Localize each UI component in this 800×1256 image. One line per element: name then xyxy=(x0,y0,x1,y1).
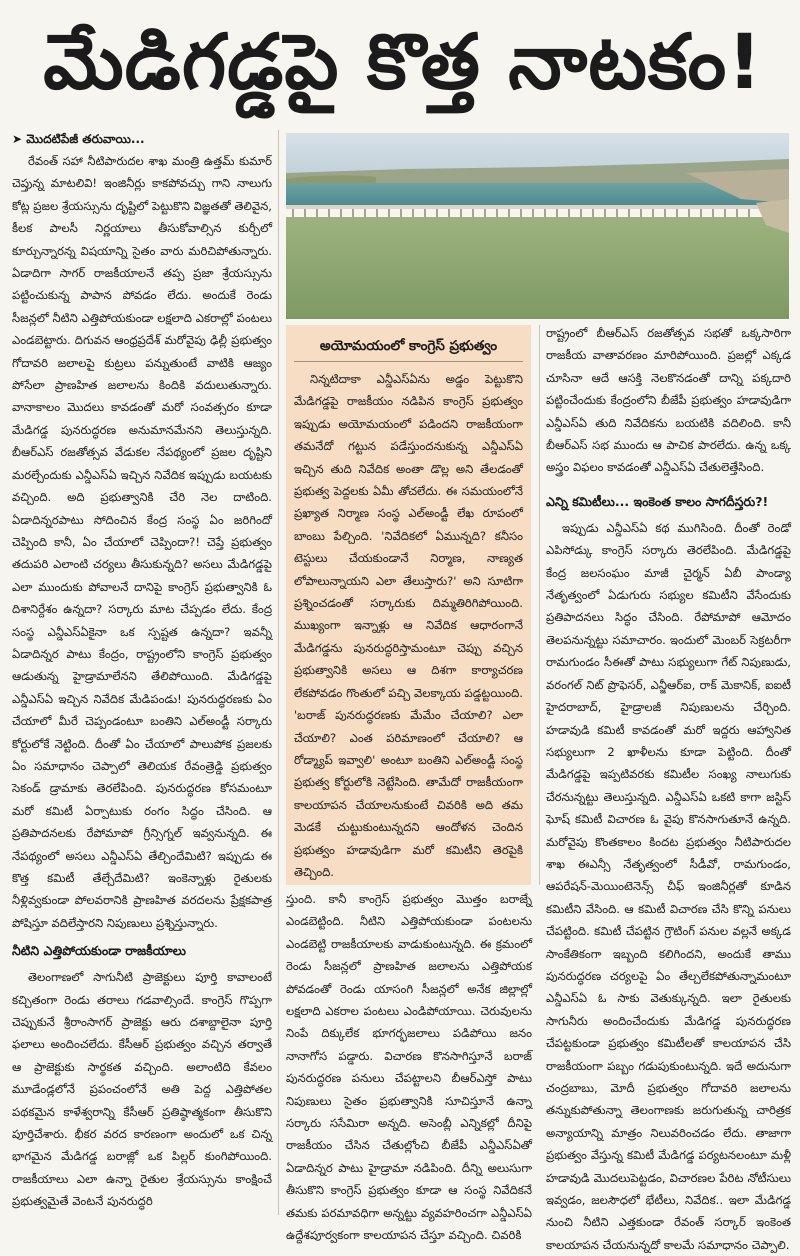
subheading: ఎన్ని కమిటీలు... ఇంకెంత కాలం సాగదీస్తరు?! xyxy=(546,493,769,509)
upstream-water xyxy=(286,183,789,205)
barrage-piers xyxy=(292,209,750,217)
column-divider xyxy=(539,325,540,885)
article-paragraph: ఇప్పుడు ఎన్డీఎస్ఏ కథ ముగిసింది. దీంతో రెండో ఎపిసోడ్కు కాంగ్రెస్ సర్కారు తెరలేపింది. మేడిగడ్డపై కేంద్ర జలసంఘం మాజీ చైర్మన్ ఏబీ పాండ్యా నేతృత్వంలో ఏడుగురు సభ్యుల కమిటీని వేసేందుకు ప్రతిపాదనలు సిద్ధం చేసింది. రేపోమాపో ఆమోదం తెలపనున్నట్టు సమాచారం. ఇందులో మెంబర్ సెక్రటరీగా రామగుండం సీఈతో పాటు సభ్యులుగా గేట్ నిపుణుడు, వరంగల్ నిట్ ప్రొఫెసర్, ఎన్జీఆర్ఐ, రాక్ మెకానిక్, ఐఐటీ హైదరాబాద్, హైడ్రాలజీ నిపుణులను చేర్చింది. హడావుడి కమిటీ కావడంతో మరో ఇద్దరు ఆహ్వానిత సభ్యులుగా 2 ఖాళీలను కూడా పెట్టింది. దీంతో మేడిగడ్డపై ఇప్పటివరకు కమిటీల సంఖ్య నాలుగుకు చేరనున్నట్టు తెలుస్తున్నది. ఎన్డీఎస్ఏ ఒకటి కాగా జస్టిస్ ఘోష్ కమిటీ విచారణ ఓ వైపు కొనసాగుతూనే ఉన్నది. మరోవైపు కొంతకాలం కిందట ప్రభుత్వం నీటిపారుదల శాఖ ఈఎన్సీ నేతృత్వంలో సీడీవో, రామగుండం, ఆపరేషన్-మెయింటెనెన్స్ చీఫ్ ఇంజినీర్లతో కూడిన కమిటీని వేసింది. ఆ కమిటీ విచారణ చేసి కొన్ని పనులు చేపట్టింది. కమిటీ చేపట్టిన గ్రౌటింగ్ పనుల వల్లనే అక్కడ సాంకేతికంగా ఇబ్బంది కలిగిందని, అందుకే తాము పునరుద్ధరణ చర్యలపై ఏం తేల్చలేకపోతున్నామంటూ ఎన్డీఎస్ఏ ఓ సాకు వెతుక్కున్నది. ఇలా రైతులకు సాగునీరు అందించేందుకు మేడిగడ్డ పునరుద్ధరణ చేపట్టకుండా ప్రభుత్వం కమిటీలతో కాలయాపన చేసి రాజకీయంగా పబ్బం గడుపుకుంటున్నది. ఇదే అదునుగా చంద్రబాబు, మోదీ ప్రభుత్వం గోదావరి జలాలను తన్నుకుపోతున్నా తెలంగాణకు జరుగుతున్న చారిత్రక అన్యాయాన్ని మాత్రం నిలువరించడం లేదు. తాజాగా ప్రభుత్వం వేస్తున్న కమిటీ మేడిగడ్డ పర్యటనలంటూ మళ్లీ హడావుడి మొదలుపెట్టడం, విచారణల పేరిట నోటీసులు ఇవ్వడం, జలసౌధలో భేటీలు, నివేదిక.. ఇలా మేడిగడ్డ నుంచి నీటిని ఎత్తకుండా రేవంత్ సర్కార్ ఇంకెంత కాలయాపన చేయనున్నదో కాలమే సమాధానం చెప్పాలి. xyxy=(546,520,791,1252)
barrage-photo xyxy=(286,133,789,319)
article-paragraph: రేవంత్ సహా నీటిపారుదల శాఖ మంత్రి ఉత్తమ్ కుమార్ చెప్తున్న మాటలివి! ఇంజినీర్లు కాకపోవచ్చు గాని నాలుగు కోట్ల ప్రజల శ్రేయస్సును దృష్టిలో పెట్టుకొని విజ్ఞతతో తెలివైన, కీలక పాలసీ నిర్ణయాలు తీసుకోవాల్సిన కుర్చీలో కూర్చున్నారన్న విషయాన్ని సైతం వారు మరిచిపోతున్నారు. ఏడాదిగా సాగర్ రాజకీయాలనే తప్ప ప్రజా శ్రేయస్సును పట్టించుకున్న పాపాన పోవడం లేదు. అందుకే రెండు సీజన్లలో నీటిని ఎత్తిపోయకుండా లక్షలాది ఎకరాల్లో పంటలు ఎండబెట్టారు. దిగువన ఆంధ్రప్రదేశ్ మరోవైపు ఢిల్లీ ప్రభుత్వం గోదావరి జలాలపై కుట్రలు పన్నుతుంటే వాటికి ఆజ్యం పోసేలా ప్రాణహిత జలాలను కిందికి వదులుతున్నారు. వానాకాలం మొదలు కావడంతో మరో సంవత్సరం కూడా మేడిగడ్డ పునరుద్ధరణ అనుమానమేనని తెలుస్తున్నది. బీఆర్ఎస్ రజతోత్సవ వేడుకల నేపథ్యంలో ప్రజల దృష్టిని మరల్చేందుకు ఎన్డీఎస్ఏ ఇచ్చిన నివేదిక ఇప్పుడు బయటకు వచ్చింది. అది ప్రభుత్వానికి చేరి నెల దాటింది. ఏడాదిన్నరపాటు సోదించిన కేంద్ర సంస్థ ఏం జరిగిందో చెప్పింది కానీ, ఏం చేయాలో చెప్పిందా?! చెప్తే ప్రభుత్వం తదుపరి ఎలాంటి చర్యలు తీసుకున్నది? అసలు మేడిగడ్డపై ఎలా ముందుకు పోవాలనే దానిపై కాంగ్రెస్ ప్రభుత్వానికి ఓ దిశానిర్దేశం ఉన్నదా? సర్కారు మాట చేప్పడం లేదు. కేంద్ర సంస్థ ఎన్డీఎస్ఏకైనా ఒక స్పష్టత ఉన్నదా? ఇవన్నీ ఏడాదిన్నర పాటు కేంద్రం, రాష్ట్రంలోని కాంగ్రెస్ ప్రభుత్వం ఆడుతున్న హైడ్రామాలేనని తేలిపోయింది. మేడిగడ్డపై ఎన్డీఎస్ఏ ఇచ్చిన నివేదిక మేడిపండు! పునరుద్ధరణకు ఏం చేయాలో మీరే చెప్పండంటూ బంతిని ఎల్అండ్టీ సర్కారు కోర్టులోకే నెట్టింది. దీంతో ఏం చేయాలో పాలుపోక ప్రజలకు ఏం సమాధానం చెప్పాలో తెలియక రేవంత్రెడ్డి ప్రభుత్వం సెకండ్ డ్రామాకు తెరలేపింది. పునరుద్ధరణ కోసమంటూ మరో కమిటీ ఏర్పాటుకు రంగం సిద్ధం చేసింది. ఆ ప్రతిపాదనలకు రేపోమాపో గ్రీన్సిగ్నల్ ఇవ్వనున్నది. ఈ నేపథ్యంలో అసలు ఎన్డీఎస్ఏ తేల్చిందేమిటి? ఇప్పుడు ఈ కొత్త కమిటీ తేల్చేదేమిటి? ఇంకెన్నాళ్లు రైతులకు నీళ్లివ్వకుండా పోలవరానికి ప్రాణహిత వరదలను ప్రేక్షకపాత్ర పోషిస్తూ వదిలేస్తారని నిపుణులు ప్రశ్నిస్తున్నారు. xyxy=(12,154,272,930)
headline: మేడిగడ్డపై కొత్త నాటకం! xyxy=(43,17,763,106)
subheading: నీటిని ఎత్తిపోయకుండా రాజకీయాలు xyxy=(12,943,186,959)
article-paragraph: స్తుంది. కానీ కాంగ్రెస్ ప్రభుత్వం మొత్తం బరాజ్నే ఎండబెట్టింది. నీటిని ఎత్తిపోయకుండా పంటలను ఎండబెట్టి రాజకీయాలకు వాడుకుంటున్నది. ఈ క్రమంలో రెండు సీజన్లలో ప్రాణహిత జలాలను ఎత్తిపోయక పోవడంతో రెండు యాసంగి సీజన్లలో అనేక జిల్లాల్లో లక్షలాది ఎకరాల పంటలు ఎండిపోయాయి. చెరువులను నింపే దిక్కులేక భూగర్భజలాలు పడిపోయి జనం నానాగోస పడ్డారు. విచారణ కొనసాగిస్తూనే బరాజ్ పునరుద్ధరణ పనులు చేపట్టాలని బీఆర్ఎస్తో పాటు నిపుణులు సైతం ప్రభుత్వానికి సూచిస్తూనే ఉన్నా సర్కారు ససేమిరా అన్నది. అసెంబ్లీ ఎన్నికల్లో దీనిపై రాజకీయం చేసిన చేతుల్లోంచి బీజేపీ ఎన్డీఎస్ఏతో ఏడాదిన్నర పాటు హైడ్రామా నడిపింది. దీన్ని అలుసుగా తీసుకొని కాంగ్రెస్ ప్రభుత్వం కూడా ఆ సంస్థ నివేదికనే తమకు పరమావధిగా అన్నట్టు వ్యవహరించగా ఎన్డీఎస్ఏ ఉద్దేశపూర్వకంగా కాలయాపన చేస్తూ వచ్చింది. చివరికి xyxy=(286,892,532,1243)
barrage-deck xyxy=(286,205,761,209)
article-paragraph: రాష్ట్రంలో బీఆర్ఎస్ రజతోత్సవ సభతో ఒక్కసారిగా రాజకీయ వాతావరణం మారిపోయింది. ప్రజల్లో ఎక్కడ చూసినా ఆదే ఆసక్తి నెలకొనడంతో దాన్ని పక్కదారి పట్టించేందుకు కేంద్రంలోని బీజేపీ ప్రభుత్వం హడావుడిగా ఎన్డీఎస్ఏ తుది నివేదికను బయటికి వదిలింది. కానీ బీఆర్ఎస్ సభ ముందు ఆ పాచిక పారలేదు. ఉన్న ఒక్క అస్త్రం విఫలం కావడంతో ఎన్డీఎస్ఏ చేతులెత్తేసింది. xyxy=(546,326,791,475)
downstream-water xyxy=(286,217,789,319)
sidebar-title: అయోమయంలో కాంగ్రెస్ ప్రభుత్వం xyxy=(294,331,523,362)
column-middle-lower xyxy=(286,888,532,1243)
article-paragraph: తెలంగాణలో సాగునీటి ప్రాజెక్టులు పూర్తి కావాలంటే కచ్చితంగా రెండు తరాలు గడవాల్సిందే. కాంగ్రెస్ గొప్పగా చెప్పుకునే శ్రీరాంసాగర్ ప్రాజెక్టు ఆరు దశాబ్దాలైనా పూర్తి ఫలాలు అందించలేదు. కేసీఆర్ ప్రభుత్వం వచ్చిన తర్వాతే ఆ ప్రాజెక్టుకు సార్థకత వచ్చింది. అలాంటిది కేవలం మూడేండ్లలోనే ప్రపంచంలోనే అతి పెద్ద ఎత్తిపోతల పథకమైన కాళేశ్వరాన్ని కేసీఆర్ ప్రతిష్ఠాత్మకంగా తీసుకొని పూర్తిచేశారు. భీకర వరద కారణంగా అందులో ఒక చిన్న భాగమైన మేడిగడ్డ బరాజ్లో ఒక పిల్లర్ కుంగిపోయింది. రాజకీయాలు ఎలా ఉన్నా రైతుల శ్రేయస్సును కాంక్షించే ప్రభుత్వమైతే వెంటనే పునరుద్ధరి xyxy=(12,970,272,1209)
column-right xyxy=(546,322,791,1252)
column-left xyxy=(12,128,272,1218)
continuation-kicker: ➤ మొదటిపేజీ తరువాయి... xyxy=(12,132,145,146)
column-divider xyxy=(278,130,279,1215)
sidebar-body: నిన్నటిదాకా ఎన్డీఎస్ఏను అడ్డం పెట్టుకొని మేడిగడ్డపై రాజకీయం నడిపిన కాంగ్రెస్ ప్రభుత్వం ఇప్పుడు అయోమయంలో పడిందని రాజకీయంగా తమనేదో గట్టున పడేస్తుందనుకున్న ఎన్డీఎస్ఏ ఇచ్చిన తుది నివేదిక అంతా డొల్ల అని తేలడంతో ప్రభుత్వ పెద్దలకు ఏమీ తోచలేదు. ఈ సమయంలోనే ప్రఖ్యాత నిర్మాణ సంస్థ ఎల్అండ్టీ లేఖ రూపంలో బాంబు పేల్చింది. 'నివేదికలో ఏమున్నది? కనీసం టెస్టులు చేయకుండానే నిర్మాణ, నాణ్యత లోపాలున్నాయని ఎలా తేలుస్తారు?' అని సూటిగా ప్రశ్నించడంతో సర్కారుకు దిమ్మతిరిగిపోయింది. ముఖ్యంగా ఇన్నాళ్లు ఆ నివేదిక ఆధారంగానే మేడిగడ్డను పునరుద్ధరిస్తామంటూ చెప్పు వచ్చిన ప్రభుత్వానికి అసలు ఆ దిశగా కార్యాచరణ లేకపోవడం గొంతులో పచ్చి వెలక్కాయ పడ్డట్టయింది. 'బరాజ్ పునరుద్ధరణకు మేమేం చేయాలి? ఎలా చేయాలి? ఎంత పరిమాణంలో చేయాలి? ఆ రోడ్మ్యాప్ ఇవ్వాలి' అంటూ బంతిని ఎల్అండ్టీ సంస్థ ప్రభుత్వ కోర్టులోకి నెట్టేసింది. తామేదో రాజకీయంగా కాలయాపన చేయాలనుకుంటే చివరికి అది తమ మెడకే చుట్టుకుంటున్నదని ఆందోళన చెందిన ప్రభుత్వం హడావుడిగా మరో కమిటీని తెరపైకి తెచ్చింది. xyxy=(294,372,523,879)
sidebar-box xyxy=(286,325,531,885)
